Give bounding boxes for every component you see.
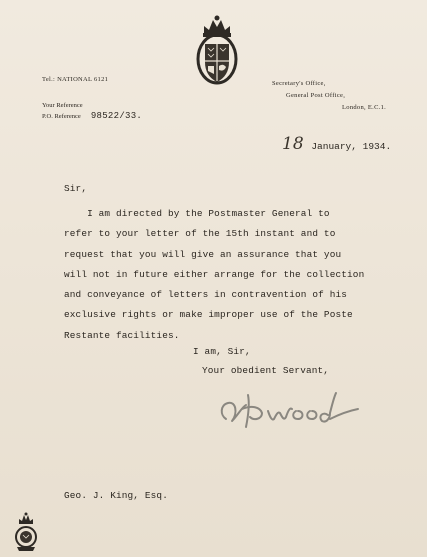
po-reference-line <box>42 111 142 122</box>
closing-line-1: I am, Sir, <box>193 346 251 357</box>
body-line: exclusive rights or make improper use of the Poste <box>64 309 353 321</box>
office-line-1: Secretary's Office, <box>272 80 326 87</box>
closing <box>193 342 329 380</box>
body-line: I am directed by the Postmaster General to <box>64 208 330 219</box>
body-line: request that you will give an assurance that you <box>64 248 342 260</box>
royal-crest-icon <box>196 14 238 90</box>
crown-seal-icon <box>14 512 38 552</box>
telephone-number: Tel.: NATIONAL 6121 <box>42 76 109 83</box>
office-address <box>272 78 386 114</box>
closing-line-2: Your obedient Servant, <box>202 365 330 376</box>
po-reference-value: 98522/33. <box>90 111 143 121</box>
body-line: and conveyance of letters in contravention of his <box>64 289 348 301</box>
date-month-year: January, 1934. <box>311 141 392 152</box>
po-reference-label: P.O. Reference <box>42 113 81 120</box>
office-line-2: General Post Office, <box>286 92 346 99</box>
salutation: Sir, <box>64 183 88 194</box>
body-line: Restante facilities. <box>64 329 180 341</box>
body-line: will not in future either arrange for the collection <box>64 268 365 280</box>
date-day: 18 <box>282 134 304 154</box>
letter-body <box>64 204 364 346</box>
recipient-name: Geo. J. King, Esq. <box>64 490 168 501</box>
body-line: refer to your letter of the 15th instant and to <box>64 228 336 240</box>
office-line-3: London, E.C.1. <box>342 104 387 111</box>
handwritten-signature <box>212 385 364 435</box>
your-reference-label: Your Reference <box>42 102 83 109</box>
letter-date <box>282 134 391 154</box>
reference-block <box>42 100 142 122</box>
